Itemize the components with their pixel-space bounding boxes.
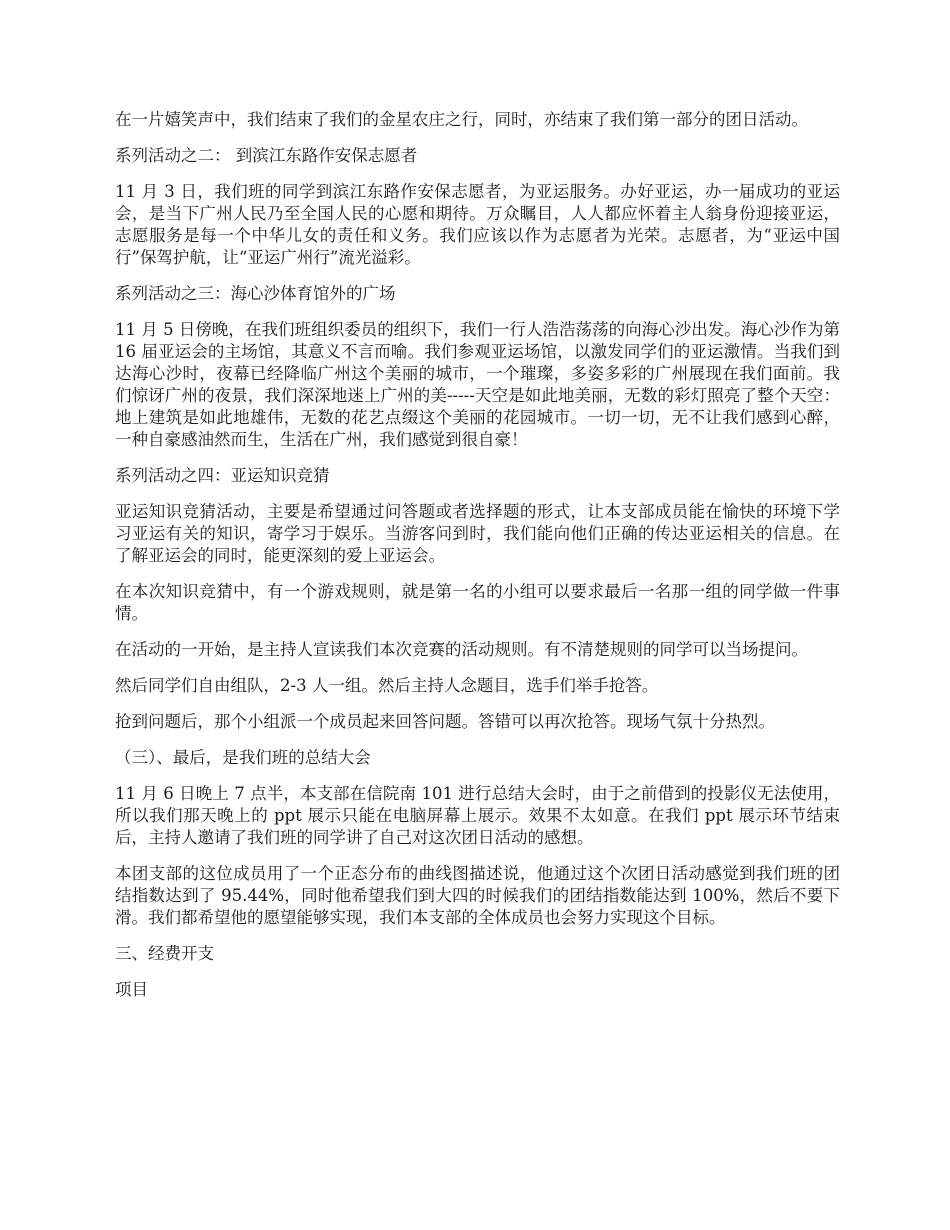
label-items: 项目 <box>115 980 148 999</box>
paragraph-quiz-teams: 然后同学们自由组队，2-3 人一组。然后主持人念题目，选手们举手抢答。 <box>115 676 659 695</box>
paragraph-intro-end: 在一片嬉笑声中，我们结束了我们的金星农庄之行，同时，亦结束了我们第一部分的团日活动。 <box>115 110 808 129</box>
paragraph-summary-meeting: 11 月 6 日晚上 7 点半，本支部在信院南 101 进行总结大会时，由于之前借到的投影仪无法使用，所以我们那天晚上的 ppt 展示只能在电脑屏幕上展示。效果不太如意。在我们 ppt 展示环节结束后，主持人邀请了我们班的同学讲了自己对这次团日活动的感想。 <box>115 784 840 847</box>
paragraph-quiz-start: 在活动的一开始，是主持人宣读我们本次竞赛的活动规则。有不清楚规则的同学可以当场提问。 <box>115 640 808 659</box>
heading-activity-3: 系列活动之三：海心沙体育馆外的广场 <box>115 284 396 303</box>
heading-activity-4: 系列活动之四：亚运知识竞猜 <box>115 466 330 485</box>
paragraph-activity-2: 11 月 3 日，我们班的同学到滨江东路作安保志愿者，为亚运服务。办好亚运，办一届成功的亚运会，是当下广州人民乃至全国人民的心愿和期待。万众瞩目，人人都应怀着主人翁身份迎接亚运，志愿服务是每一个中华儿女的责任和义务。我们应该以作为志愿者为光荣。志愿者，为“亚运中国行”保驾护航，让“亚运广州行”流光溢彩。 <box>115 182 840 267</box>
paragraph-summary-unity: 本团支部的这位成员用了一个正态分布的曲线图描述说，他通过这个次团日活动感觉到我们班的团结指数达到了 95.44%，同时他希望我们到大四的时候我们的团结指数能达到 100%，然后不要下滑。我们都希望他的愿望能够实现，我们本支部的全体成员也会努力实现这个目标。 <box>115 864 840 927</box>
paragraph-quiz-rule: 在本次知识竞猜中，有一个游戏规则，就是第一名的小组可以要求最后一名那一组的同学做一件事情。 <box>115 582 840 623</box>
heading-expenses: 三、经费开支 <box>115 944 214 963</box>
paragraph-quiz-intro: 亚运知识竞猜活动，主要是希望通过问答题或者选择题的形式，让本支部成员能在愉快的环境下学习亚运有关的知识，寄学习于娱乐。当游客问到时，我们能向他们正确的传达亚运相关的信息。在了解亚运会的同时，能更深刻的爱上亚运会。 <box>115 502 840 565</box>
heading-summary: （三）、最后，是我们班的总结大会 <box>115 748 371 767</box>
paragraph-quiz-answer: 抢到问题后，那个小组派一个成员起来回答问题。答错可以再次抢答。现场气氛十分热烈。 <box>115 712 775 731</box>
document-body <box>115 109 840 1015</box>
heading-activity-2: 系列活动之二： 到滨江东路作安保志愿者 <box>115 146 418 165</box>
paragraph-activity-3: 11 月 5 日傍晚，在我们班组织委员的组织下，我们一行人浩浩荡荡的向海心沙出发。海心沙作为第 16 届亚运会的主场馆，其意义不言而喻。我们参观亚运场馆，以激发同学们的亚运激情。当我们到达海心沙时，夜幕已经降临广州这个美丽的城市，一个璀璨，多姿多彩的广州展现在我们面前。我们惊讶广州的夜景，我们深深地迷上广州的美-----天空是如此地美丽，无数的彩灯照亮了整个天空：地上建筑是如此地雄伟，无数的花艺点缀这个美丽的花园城市。一切一切，无不让我们感到心醉，一种自豪感油然而生，生活在广州，我们感觉到很自豪！ <box>115 320 840 449</box>
